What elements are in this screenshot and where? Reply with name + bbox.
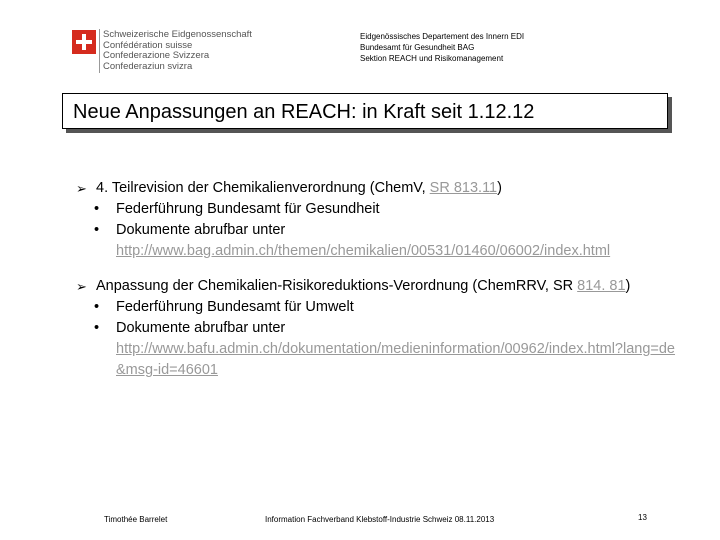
swiss-flag-icon — [72, 30, 96, 54]
confed-line-fr: Confédération suisse — [103, 39, 193, 51]
sub-item — [76, 199, 676, 220]
section-line: Sektion REACH und Risikomanagement — [360, 54, 504, 63]
bullet-icon: • — [94, 320, 100, 336]
sub-item — [76, 318, 676, 381]
document-url-link[interactable]: http://www.bafu.admin.ch/dokumentation/medieninformation/00962/index.html?lang=de&msg-id=46601 — [116, 341, 676, 378]
sub-item — [76, 297, 676, 318]
slide-title: Neue Anpassungen an REACH: in Kraft seit 1.12.12 — [73, 101, 535, 123]
sub-item-text: Dokumente abrufbar unter — [116, 320, 286, 336]
content — [76, 178, 676, 381]
main-item-text: 4. Teilrevision der Chemikalienverordnung (ChemV, — [96, 180, 430, 196]
sub-item-text: Federführung Bundesamt für Umwelt — [116, 299, 354, 315]
department-line: Eidgenössisches Departement des Innern EDI — [360, 32, 525, 41]
page-number: 13 — [638, 513, 647, 522]
sr-link[interactable]: SR 813.11 — [429, 180, 498, 196]
bullet-icon: • — [94, 299, 100, 315]
office-line: Bundesamt für Gesundheit BAG — [360, 43, 475, 52]
main-item-text: Anpassung der Chemikalien-Risikoreduktions-Verordnung (ChemRRV, SR — [96, 278, 578, 294]
title-box — [62, 93, 668, 129]
main-item-chemrrv — [76, 276, 676, 297]
department-header — [360, 31, 524, 64]
sub-item-text: Federführung Bundesamt für Gesundheit — [116, 201, 380, 217]
confederation-logo-text — [103, 30, 252, 72]
arrow-bullet-icon: ➢ — [76, 279, 87, 294]
main-item-text-end: ) — [497, 180, 502, 196]
document-url-link[interactable]: http://www.bag.admin.ch/themen/chemikalien/00531/01460/06002/index.html — [116, 243, 611, 259]
arrow-bullet-icon: ➢ — [76, 181, 87, 196]
confed-line-rm: Confederaziun svizra — [103, 60, 193, 72]
footer-author: Timothée Barrelet — [104, 515, 168, 524]
sub-item-text: Dokumente abrufbar unter — [116, 222, 286, 238]
main-item-chemv — [76, 178, 676, 199]
main-item-text-end: ) — [625, 278, 631, 294]
sr-link[interactable]: 814. 81 — [577, 278, 626, 294]
bullet-icon: • — [94, 201, 100, 217]
sub-item — [76, 220, 676, 262]
bullet-icon: • — [94, 222, 100, 238]
confed-line-de: Schweizerische Eidgenossenschaft — [103, 29, 252, 40]
confed-line-it: Confederazione Svizzera — [103, 50, 210, 61]
logo-separator — [99, 29, 100, 73]
footer-info: Information Fachverband Klebstoff-Industrie Schweiz 08.11.2013 — [265, 515, 495, 524]
